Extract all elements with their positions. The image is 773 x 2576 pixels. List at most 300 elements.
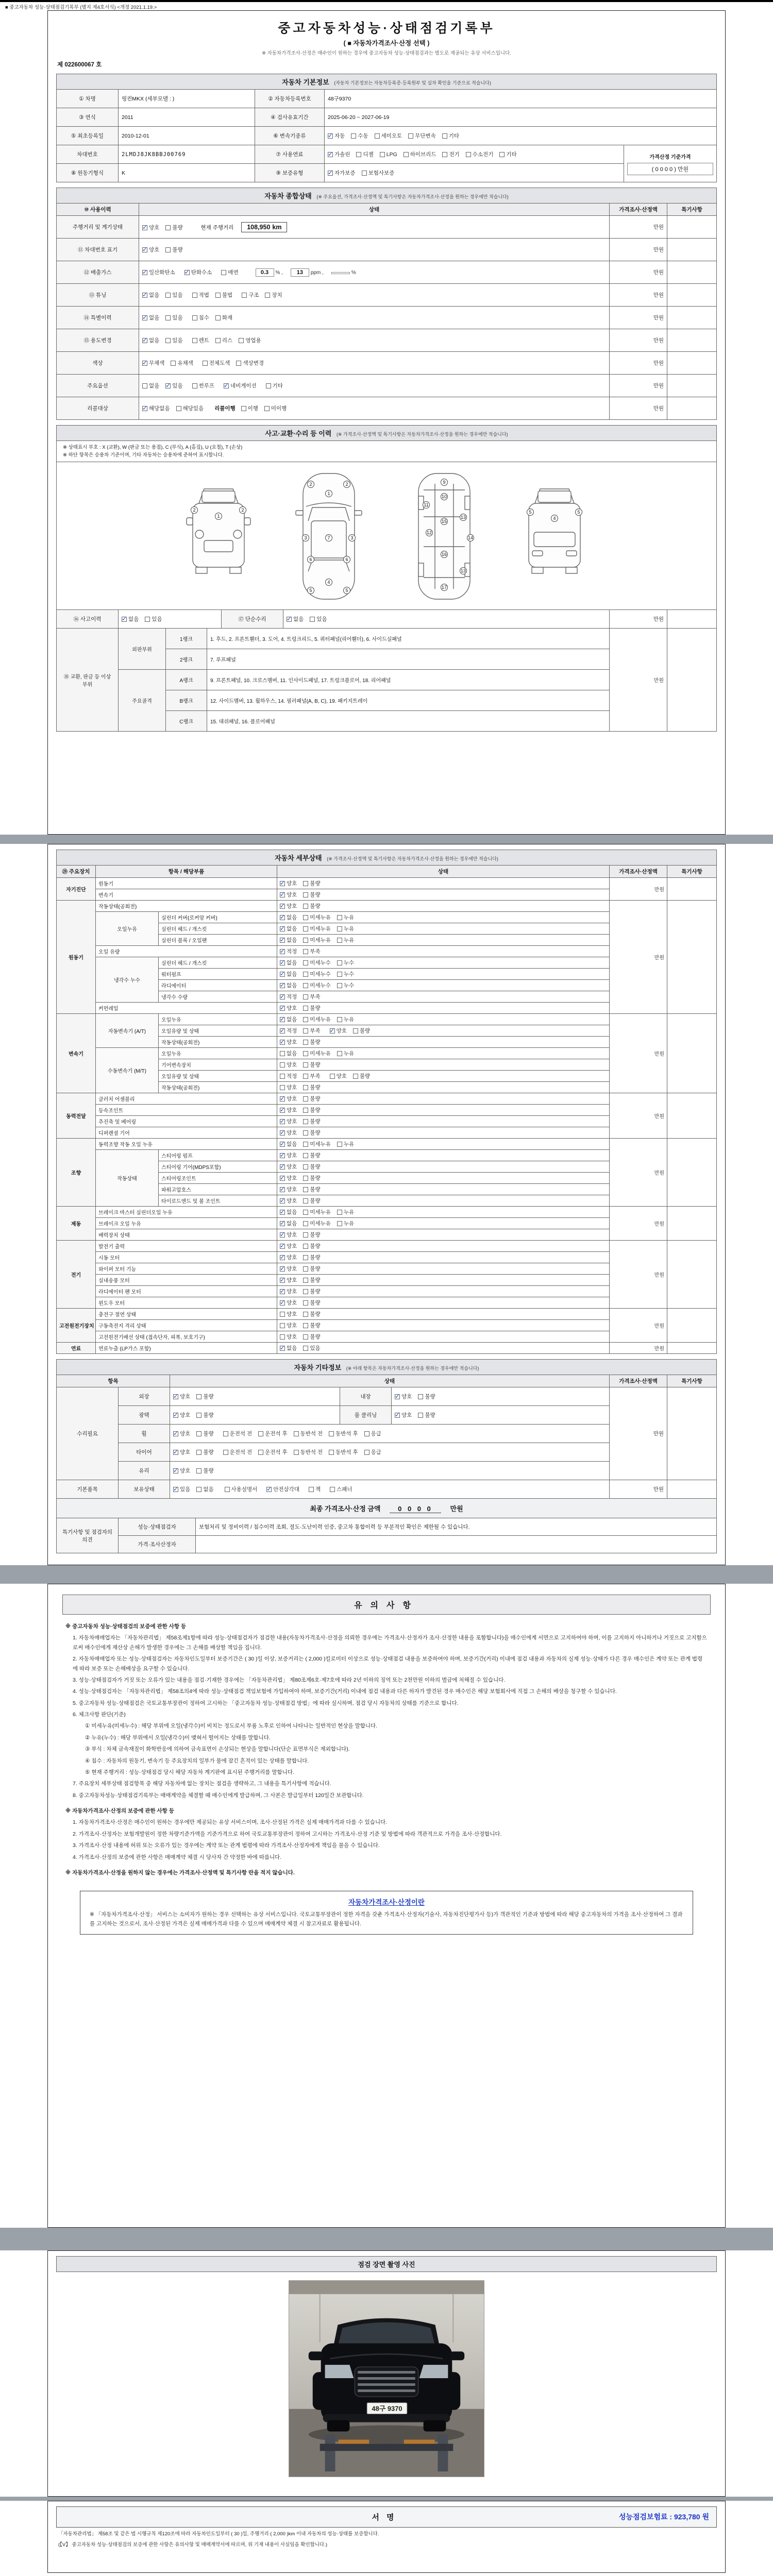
checkbox-양호[interactable] (280, 1117, 297, 1125)
checkbox-없음[interactable] (287, 615, 304, 623)
part-label: 동력조향 작동 오일 누유 (96, 1139, 277, 1150)
checkbox-부족[interactable] (303, 1072, 320, 1080)
checkbox-없음[interactable] (280, 1015, 297, 1023)
checkbox-양호[interactable] (280, 1231, 297, 1239)
checkbox-있음[interactable] (165, 291, 182, 299)
checkbox-group (280, 1208, 354, 1216)
checkbox-box-icon (395, 1394, 400, 1399)
checkbox-label: 탄화수소 (191, 269, 212, 276)
checkbox-group (280, 1242, 321, 1250)
checkbox-미세누유[interactable] (303, 1208, 331, 1216)
checkbox-양호[interactable] (173, 1430, 190, 1437)
checkbox-보험사보증[interactable] (362, 169, 395, 177)
checkbox-불량[interactable] (196, 1393, 213, 1400)
checkbox-양호[interactable] (280, 1197, 297, 1205)
state-cell (277, 980, 610, 991)
checkbox-양호[interactable] (280, 1276, 297, 1284)
checkbox-없음[interactable] (280, 981, 297, 989)
checkbox-있음[interactable] (310, 615, 327, 623)
checkbox-group (280, 947, 321, 955)
checkbox-가솔린[interactable] (328, 150, 350, 158)
checkbox-없음[interactable] (142, 382, 159, 389)
checkbox-label: 불량 (310, 903, 321, 909)
checkbox-box-icon (337, 1017, 342, 1022)
checkbox-box-icon (303, 994, 308, 999)
checkbox-양호[interactable] (280, 1333, 297, 1341)
checkbox-양호[interactable] (142, 246, 159, 253)
checkbox-없음[interactable] (280, 936, 297, 944)
panel-number-badge: 11 (423, 501, 430, 509)
checkbox-불량[interactable] (303, 1095, 320, 1103)
checkbox-box-icon (165, 338, 171, 343)
checkbox-box-icon (328, 152, 333, 157)
checkbox-box-icon (303, 1323, 308, 1328)
checkbox-기타[interactable] (442, 132, 459, 140)
field-value-car-name: 링컨MKX (세부모델 : ) (119, 90, 255, 108)
checkbox-없음[interactable] (280, 959, 297, 967)
checkbox-group (142, 382, 183, 389)
checkbox-렌트[interactable] (192, 336, 209, 344)
notes-paragraph: 4. 가격조사·산정의 보증에 관한 사항은 매매계약 체결 시 당사자 간 약정한 바에 따릅니다. (73, 1854, 282, 1860)
basic-items-group: 기본품목 (57, 1480, 119, 1499)
checkbox-불량[interactable] (303, 1287, 320, 1295)
item-label: 오일누유 (96, 912, 159, 946)
checkbox-누유[interactable] (337, 1049, 354, 1057)
other-info-table (56, 1375, 717, 1499)
final-price-unit: 만원 (450, 1505, 463, 1513)
detail-row (57, 1309, 717, 1320)
checkbox-label: 양호 (287, 880, 297, 887)
checkbox-없음[interactable] (142, 291, 159, 299)
checkbox-양호[interactable] (173, 1448, 190, 1456)
price-cell: 만원 (610, 610, 667, 629)
checkbox-box-icon (280, 1255, 285, 1260)
checkbox-미세누유[interactable] (303, 1140, 331, 1148)
checkbox-양호[interactable] (280, 1038, 297, 1046)
checkbox-불량[interactable] (303, 1276, 320, 1284)
checkbox-box-icon (280, 926, 285, 931)
checkbox-미세누유[interactable] (303, 1219, 331, 1227)
checkbox-불량[interactable] (353, 1027, 370, 1035)
checkbox-label: 없음 (287, 982, 297, 989)
checkbox-group (280, 1321, 321, 1329)
checkbox-누수[interactable] (337, 981, 354, 989)
checkbox-수소전기[interactable] (466, 150, 494, 158)
checkbox-box-icon (280, 1232, 285, 1238)
checkbox-불량[interactable] (353, 1072, 370, 1080)
mileage-value: 108,950 (247, 223, 271, 231)
checkbox-label: 스패너 (337, 1486, 352, 1493)
checkbox-양호[interactable] (173, 1393, 190, 1400)
checkbox-적정[interactable] (280, 1072, 297, 1080)
state-cell (277, 1195, 610, 1207)
checkbox-리스[interactable] (215, 336, 232, 344)
checkbox-미세누유[interactable] (303, 913, 331, 921)
checkbox-적정[interactable] (280, 947, 297, 955)
checkbox-미세누유[interactable] (303, 1049, 331, 1057)
row-state (139, 352, 610, 375)
checkbox-불량[interactable] (303, 1061, 320, 1069)
checkbox-해당있음[interactable] (176, 404, 204, 412)
checkbox-label: 안전삼각대 (273, 1486, 299, 1493)
part-label: 등속조인트 (96, 1105, 277, 1116)
notes-paragraph: 1. 자동차가격조사·산정은 매수인이 원하는 경우에만 제공되는 유상 서비스이며, 조사·산정된 가격은 실제 매매가격과 다를 수 있습니다. (73, 1819, 388, 1826)
checkbox-group (280, 902, 321, 910)
note-cell (667, 216, 717, 239)
checkbox-누수[interactable] (337, 970, 354, 978)
col-note: 특기사항 (667, 1375, 717, 1387)
checkbox-양호[interactable] (280, 879, 297, 887)
table-row (57, 1387, 717, 1406)
checkbox-양호[interactable] (280, 1061, 297, 1069)
checkbox-전체도색[interactable] (203, 359, 230, 367)
checkbox-미세누유[interactable] (303, 936, 331, 944)
checkbox-무단변속[interactable] (408, 132, 436, 140)
checkbox-양호[interactable] (280, 1253, 297, 1261)
checkbox-누유[interactable] (337, 936, 354, 944)
checkbox-사용설명서[interactable] (225, 1485, 258, 1493)
checkbox-label: 전체도색 (209, 360, 230, 366)
checkbox-양호[interactable] (280, 1174, 297, 1182)
checkbox-box-icon (280, 1210, 285, 1215)
checkbox-누유[interactable] (337, 1140, 354, 1148)
checkbox-동반석 후[interactable] (329, 1430, 358, 1437)
checkbox-불량[interactable] (196, 1430, 213, 1437)
checkbox-불량[interactable] (303, 1185, 320, 1193)
checkbox-불량[interactable] (303, 1333, 320, 1341)
checkbox-box-icon (280, 1062, 285, 1067)
checkbox-group (221, 268, 238, 276)
checkbox-적법[interactable] (192, 291, 209, 299)
checkbox-label: 동반석 전 (300, 1449, 323, 1455)
checkbox-수동[interactable] (351, 132, 368, 140)
checkbox-불량[interactable] (303, 1106, 320, 1114)
checkbox-누유[interactable] (337, 925, 354, 933)
smoke-unit: % (351, 269, 356, 276)
checkbox-box-icon (303, 1119, 308, 1124)
checkbox-양호[interactable] (280, 1151, 297, 1159)
device-group-label: 고전원전기장치 (57, 1309, 96, 1343)
checkbox-양호[interactable] (395, 1393, 412, 1400)
checkbox-미세누수[interactable] (303, 970, 331, 978)
checkbox-box-icon (329, 1450, 334, 1455)
checkbox-운전석 전[interactable] (223, 1430, 253, 1437)
checkbox-group (287, 615, 327, 623)
notes-paragraph: ※ 자동차가격조사·산정의 보증에 관한 사항 등 (65, 1808, 174, 1814)
price-cell: 만원 (610, 1309, 667, 1343)
checkbox-없음[interactable] (280, 1208, 297, 1216)
base-price-value: ( 0 0 0 0 ) 만원 (627, 163, 713, 175)
checkbox-전기[interactable] (442, 150, 459, 158)
notes-paragraph: 2. 가격조사·산정자는 보험개발원이 정한 차량기준가액을 기준가격으로 하여 국토교통부장관이 정하여 고시하는 가격조사·산정 기준 및 방법에 따라 객관적으로 가격을 조사·산정합니다. (73, 1831, 502, 1837)
checkbox-영업용[interactable] (239, 336, 261, 344)
checkbox-있음[interactable] (303, 1344, 320, 1352)
checkbox-있음[interactable] (165, 382, 182, 389)
checkbox-불량[interactable] (196, 1411, 213, 1419)
checkbox-해당없음[interactable] (142, 404, 170, 412)
checkbox-box-icon (223, 1431, 228, 1436)
checkbox-label: LPG (386, 151, 397, 158)
checkbox-침수[interactable] (192, 314, 209, 321)
panel-number-badge: 13 (460, 568, 466, 574)
part-label: 스티어링조인트 (159, 1173, 277, 1184)
part-label: 시동 모터 (96, 1252, 277, 1263)
checkbox-label: 양호 (180, 1449, 191, 1455)
checkbox-구조[interactable] (242, 291, 259, 299)
checkbox-불량[interactable] (303, 1117, 320, 1125)
checkbox-group (142, 314, 183, 321)
checkbox-양호[interactable] (395, 1411, 412, 1419)
checkbox-label: 수소전기 (472, 151, 494, 158)
checkbox-무채색[interactable] (142, 359, 164, 367)
checkbox-label: 없음 (149, 292, 160, 298)
checkbox-없음[interactable] (280, 1219, 297, 1227)
checkbox-group (280, 1117, 321, 1125)
checkbox-불량[interactable] (303, 1163, 320, 1171)
checkbox-자가보증[interactable] (328, 169, 356, 177)
checkbox-불량[interactable] (418, 1411, 435, 1419)
checkbox-group (328, 169, 394, 177)
checkbox-불량[interactable] (303, 879, 320, 887)
checkbox-불량[interactable] (303, 1242, 320, 1250)
price-cell: 만원 (610, 397, 667, 420)
panel-number-badge: 6 (343, 556, 350, 563)
checkbox-group (280, 1049, 354, 1057)
field-label-warranty-type: ⑨ 보증유형 (255, 164, 325, 182)
checkbox-양호[interactable] (280, 902, 297, 910)
checkbox-box-icon (280, 1300, 285, 1306)
checkbox-양호[interactable] (173, 1467, 190, 1475)
checkbox-동반석 후[interactable] (329, 1448, 358, 1456)
checkbox-group (280, 1072, 321, 1080)
checkbox-동반석 전[interactable] (294, 1430, 323, 1437)
checkbox-운전석 후[interactable] (258, 1448, 288, 1456)
checkbox-label: 양호 (287, 1232, 297, 1238)
checkbox-group (280, 993, 321, 1001)
price-cell: 만원 (610, 352, 667, 375)
checkbox-있음[interactable] (173, 1485, 190, 1493)
checkbox-안전삼각대[interactable] (266, 1485, 299, 1493)
checkbox-LPG[interactable] (380, 150, 397, 158)
note-cell (667, 1480, 717, 1499)
checkbox-label: 미이행 (271, 405, 287, 412)
table-row (57, 127, 717, 145)
checkbox-양호[interactable] (280, 891, 297, 899)
checkbox-운전석 전[interactable] (223, 1448, 253, 1456)
checkbox-불법[interactable] (215, 291, 232, 299)
checkbox-불량[interactable] (303, 1253, 320, 1261)
checkbox-group (142, 404, 204, 412)
checkbox-있음[interactable] (165, 314, 182, 321)
notes-paragraph: 2. 자동차매매업자 또는 성능·상태점검자는 자동차인도일부터 보증기간은 ( 30 )일 이상, 보증거리는 ( 2,000 )킬로미터 이상으로 성능·상태점검 내용을 보증하여야 하며, 보증기간(거리) 이내에 점검 내용과 자동차의 실제 성능·상태가 다른 경우 매수인은 계약 또는 관계 법령에 따라 보증 또는 손해배상을 요구할 수 있습니다. (73, 1656, 703, 1672)
checkbox-없음[interactable] (280, 925, 297, 933)
checkbox-box-icon (380, 152, 385, 157)
checkbox-불량[interactable] (165, 246, 182, 253)
checkbox-네비게이션[interactable] (224, 382, 257, 389)
checkbox-양호[interactable] (330, 1027, 347, 1035)
checkbox-양호[interactable] (330, 1072, 347, 1080)
part-label: 오일 유량 (96, 946, 277, 957)
state-cell (277, 1320, 610, 1331)
part-label: 워터펌프 (159, 969, 277, 980)
checkbox-미세누유[interactable] (303, 1015, 331, 1023)
checkbox-양호[interactable] (280, 1242, 297, 1250)
checkbox-미세누수[interactable] (303, 959, 331, 967)
checkbox-불량[interactable] (303, 902, 320, 910)
checkbox-box-icon (294, 1450, 299, 1455)
checkbox-세미오토[interactable] (375, 132, 402, 140)
checkbox-box-icon (192, 293, 197, 298)
state-cell (277, 1218, 610, 1229)
checkbox-누수[interactable] (337, 959, 354, 967)
checkbox-불량[interactable] (303, 1321, 320, 1329)
panel-parts: 12. 사이드멤버, 13. 휠하우스, 14. 필러패널(A, B, C), 19. 패키지트레이 (207, 690, 610, 711)
detail-row (57, 1207, 717, 1218)
checkbox-탄화수소[interactable] (184, 268, 212, 276)
checkbox-box-icon (303, 1006, 308, 1011)
checkbox-응급[interactable] (364, 1448, 381, 1456)
checkbox-적정[interactable] (280, 1027, 297, 1035)
checkbox-미이행[interactable] (264, 404, 287, 412)
checkbox-불량[interactable] (303, 1310, 320, 1318)
checkbox-양호[interactable] (173, 1411, 190, 1419)
checkbox-응급[interactable] (364, 1430, 381, 1437)
checkbox-없음[interactable] (280, 1344, 297, 1352)
checkbox-양호[interactable] (280, 1106, 297, 1114)
checkbox-box-icon (330, 1487, 335, 1492)
checkbox-화재[interactable] (215, 314, 232, 321)
checkbox-label: 양호 (149, 225, 160, 231)
checkbox-양호[interactable] (280, 1299, 297, 1307)
checkbox-없음[interactable] (280, 913, 297, 921)
checkbox-운전석 후[interactable] (258, 1430, 288, 1437)
checkbox-양호[interactable] (142, 224, 159, 231)
col-state: 상태 (170, 1375, 610, 1387)
checkbox-없음[interactable] (196, 1485, 213, 1493)
part-label: 발전기 출력 (96, 1241, 277, 1252)
checkbox-색상변경[interactable] (236, 359, 264, 367)
checkbox-하이브리드[interactable] (404, 150, 436, 158)
checkbox-불량[interactable] (303, 1129, 320, 1137)
checkbox-장치[interactable] (265, 291, 282, 299)
panel-number-badge: 9 (441, 479, 448, 486)
table-row (57, 1480, 717, 1499)
checkbox-양호[interactable] (280, 1163, 297, 1171)
checkbox-불량[interactable] (196, 1467, 213, 1475)
panel-parts: 7. 루프패널 (207, 649, 610, 670)
checkbox-불량[interactable] (303, 1038, 320, 1046)
checkbox-group (280, 1038, 321, 1046)
checkbox-부족[interactable] (303, 947, 320, 955)
checkbox-매연[interactable] (221, 268, 238, 276)
checkbox-없음[interactable] (280, 1049, 297, 1057)
checkbox-양호[interactable] (280, 1129, 297, 1137)
checkbox-양호[interactable] (280, 1185, 297, 1193)
checkbox-없음[interactable] (280, 970, 297, 978)
checkbox-label: 동반석 후 (335, 1431, 358, 1437)
part-label: 냉각수 수량 (159, 991, 277, 1003)
checkbox-불량[interactable] (303, 1174, 320, 1182)
state-cell (277, 1252, 610, 1263)
checkbox-없음[interactable] (142, 314, 159, 321)
checkbox-없음[interactable] (142, 336, 159, 344)
checkbox-불량[interactable] (418, 1393, 435, 1400)
price-cell: 만원 (610, 629, 667, 732)
checkbox-부족[interactable] (303, 993, 320, 1001)
checkbox-불량[interactable] (165, 224, 182, 231)
checkbox-양호[interactable] (280, 1004, 297, 1012)
checkbox-누유[interactable] (337, 1015, 354, 1023)
checkbox-불량[interactable] (303, 1231, 320, 1239)
checkbox-누유[interactable] (337, 1219, 354, 1227)
checkbox-box-icon (442, 133, 447, 139)
checkbox-불량[interactable] (303, 1151, 320, 1159)
checkbox-누유[interactable] (337, 913, 354, 921)
checkbox-group (203, 359, 264, 367)
checkbox-일산화탄소[interactable] (142, 268, 175, 276)
checkbox-양호[interactable] (280, 1310, 297, 1318)
checkbox-디젤[interactable] (356, 150, 373, 158)
checkbox-있음[interactable] (145, 615, 162, 623)
checkbox-불량[interactable] (303, 1004, 320, 1012)
checkbox-썬루프[interactable] (192, 382, 214, 389)
checkbox-box-icon (303, 1255, 308, 1260)
checkbox-없음[interactable] (122, 615, 139, 623)
checkbox-양호[interactable] (280, 1083, 297, 1091)
checkbox-양호[interactable] (280, 1095, 297, 1103)
checkbox-이행[interactable] (241, 404, 258, 412)
checkbox-불량[interactable] (303, 891, 320, 899)
checkbox-누유[interactable] (337, 1208, 354, 1216)
checkbox-box-icon (280, 1142, 285, 1147)
checkbox-잭[interactable] (309, 1485, 321, 1493)
checkbox-기타[interactable] (266, 382, 283, 389)
checkbox-불량[interactable] (303, 1083, 320, 1091)
checkbox-미세누유[interactable] (303, 925, 331, 933)
checkbox-없음[interactable] (280, 1140, 297, 1148)
checkbox-있음[interactable] (165, 336, 182, 344)
panel-number-badge: 4 (551, 515, 558, 522)
checkbox-불량[interactable] (303, 1197, 320, 1205)
checkbox-동반석 전[interactable] (294, 1448, 323, 1456)
checkbox-불량[interactable] (303, 1265, 320, 1273)
checkbox-box-icon (362, 171, 367, 176)
checkbox-적정[interactable] (280, 993, 297, 1001)
checkbox-box-icon (165, 247, 171, 252)
checkbox-label: 운전석 후 (265, 1431, 288, 1437)
checkbox-스패너[interactable] (330, 1485, 352, 1493)
checkbox-불량[interactable] (303, 1299, 320, 1307)
checkbox-기타[interactable] (499, 150, 516, 158)
checkbox-box-icon (337, 1051, 342, 1056)
checkbox-자동[interactable] (328, 132, 345, 140)
checkbox-양호[interactable] (280, 1321, 297, 1329)
checkbox-불량[interactable] (196, 1448, 213, 1456)
checkbox-부족[interactable] (303, 1027, 320, 1035)
device-group-label: 원동기 (57, 901, 96, 1014)
checkbox-group (173, 1485, 214, 1493)
signature-title: 서명 (372, 2513, 401, 2522)
checkbox-label: 없음 (287, 1345, 297, 1351)
page-break (0, 1565, 773, 1584)
checkbox-미세누수[interactable] (303, 981, 331, 989)
checkbox-양호[interactable] (280, 1287, 297, 1295)
form-guide-note: ■ 중고자동차 성능·상태점검기록부 (별지 제4호서식) <개정 2021.1.19.> (0, 0, 773, 10)
checkbox-box-icon (303, 1232, 308, 1238)
checkbox-유채색[interactable] (171, 359, 193, 367)
checkbox-label: 누수 (343, 971, 355, 977)
checkbox-양호[interactable] (280, 1265, 297, 1273)
